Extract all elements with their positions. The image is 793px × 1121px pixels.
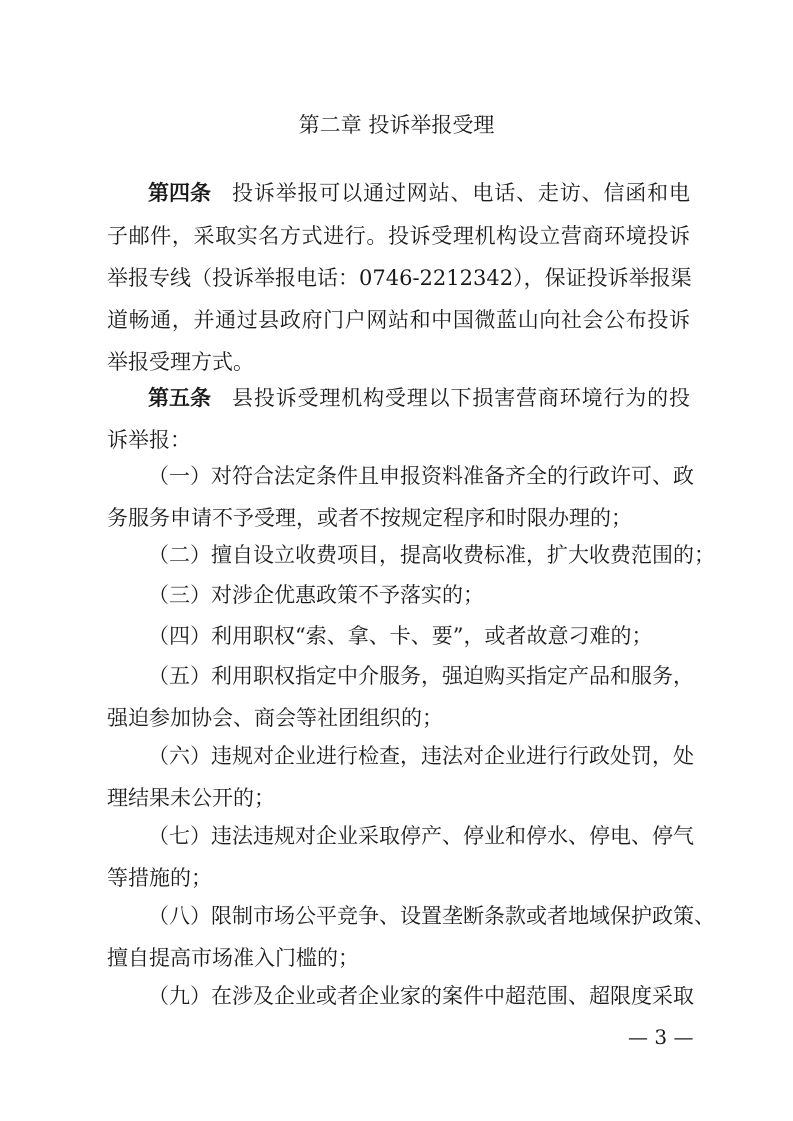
item-2: （二）擅自设立收费项目，提高收费标准，扩大收费范围的； <box>148 543 715 567</box>
chapter-title: 第二章 投诉举报受理 <box>298 113 495 137</box>
article4-line-4: 道畅通，并通过县政府门户网站和中国微蓝山向社会公布投诉 <box>107 308 690 332</box>
article4-line-5: 举报受理方式。 <box>107 350 254 374</box>
article5-heading: 第五条 <box>148 386 211 410</box>
item-1-line-1: （一）对符合法定条件且申报资料准备齐全的行政许可、政 <box>148 464 694 488</box>
article4-line-3: 举报专线（投诉举报电话：0746-2212342），保证投诉举报渠 <box>107 266 692 290</box>
item-8-line-2: 擅自提高市场准入门槛的； <box>107 946 359 970</box>
article5-line-2: 诉举报： <box>107 428 191 452</box>
item-1-line-2: 务服务申请不予受理，或者不按规定程序和时限办理的； <box>107 506 632 530</box>
article4-line-1: 投诉举报可以通过网站、电话、走访、信函和电 <box>232 181 690 205</box>
item-7-line-1: （七）违法违规对企业采取停产、停业和停水、停电、停气 <box>148 824 694 848</box>
item-5-line-1: （五）利用职权指定中介服务，强迫购买指定产品和服务， <box>148 664 694 688</box>
page-number: — 3 — <box>628 1025 694 1049</box>
item-6-line-1: （六）违规对企业进行检查，违法对企业进行行政处罚，处 <box>148 744 694 768</box>
item-5-line-2: 强迫参加协会、商会等社团组织的； <box>107 706 443 730</box>
item-9-line-1: （九）在涉及企业或者企业家的案件中超范围、超限度采取 <box>148 984 694 1008</box>
article4-line-2: 子邮件，采取实名方式进行。投诉受理机构设立营商环境投诉 <box>107 224 690 248</box>
item-8-line-1: （八）限制市场公平竞争、设置垄断条款或者地域保护政策、 <box>148 904 715 928</box>
item-4: （四）利用职权“索、拿、卡、要”，或者故意刁难的； <box>148 624 653 648</box>
article4-heading: 第四条 <box>148 181 211 205</box>
item-6-line-2: 理结果未公开的； <box>107 786 275 810</box>
item-3: （三）对涉企优惠政策不予落实的； <box>148 583 484 607</box>
item-7-line-2: 等措施的； <box>107 866 212 890</box>
article5-line-1: 县投诉受理机构受理以下损害营商环境行为的投 <box>232 386 690 410</box>
